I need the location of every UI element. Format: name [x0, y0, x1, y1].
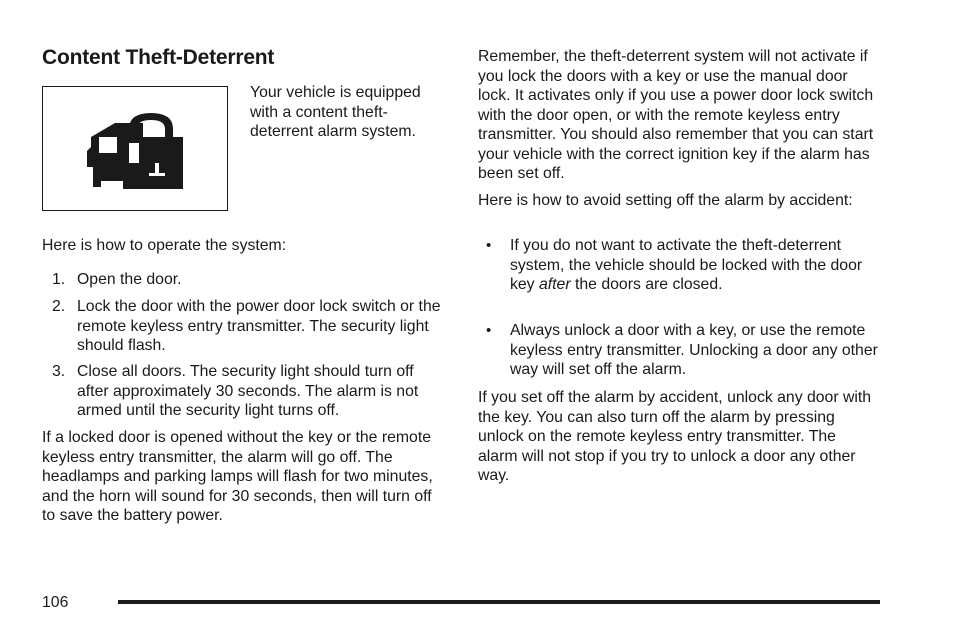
- accident-paragraph: If you set off the alarm by accident, unlock any door with the key. You can also turn off the alarm by pressing unlock on the remote keyless entry transmitter. The alarm will not stop if you try to unlock a door any other way.: [478, 389, 872, 484]
- bullet-text-part: the doors are closed.: [570, 276, 723, 293]
- page-number: 106: [42, 594, 69, 611]
- operate-intro: Here is how to operate the system:: [42, 237, 287, 254]
- intro-text: Your vehicle is equipped with a content theft-deterrent alarm system.: [250, 84, 421, 140]
- locked-door-paragraph: If a locked door is opened without the key or the remote keyless entry transmitter, the alarm will go off. The headlamps and parking lamps will flash for two minutes, and the horn will sound for 30 seconds, then will turn off to save the battery power.: [42, 429, 433, 524]
- footer-rule: [118, 600, 880, 604]
- bullet-icon: •: [486, 322, 492, 339]
- step-text: Lock the door with the power door lock switch or the remote keyless entry transmitter. The security light should flash.: [77, 298, 441, 354]
- bullet-emphasis: after: [538, 276, 571, 293]
- step-number: 2.: [52, 298, 66, 315]
- step-text: Close all doors. The security light should turn off after approximately 30 seconds. The alarm is not armed until the security light turns off.: [77, 363, 419, 419]
- bullet-text-part: If you do not want to activate the theft-deterrent system, the vehicle should be locked with the door key: [510, 237, 863, 293]
- step-text: Open the door.: [77, 271, 182, 288]
- step-number: 1.: [52, 271, 66, 288]
- step-number: 3.: [52, 363, 66, 380]
- bullet-text: Always unlock a door with a key, or use the remote keyless entry transmitter. Unlocking a door any other way will set off the alarm.: [510, 322, 878, 378]
- security-lock-car-icon: [85, 107, 185, 191]
- bullet-text: [510, 236, 880, 295]
- section-title: Content Theft-Deterrent: [42, 46, 275, 69]
- icon-frame: [42, 86, 228, 211]
- bullet-icon: •: [486, 237, 492, 254]
- avoid-intro: Here is how to avoid setting off the alarm by accident:: [478, 192, 853, 209]
- remember-paragraph: Remember, the theft-deterrent system will not activate if you lock the doors with a key or use the manual door lock. It activates only if you use a power door lock switch with the door open, or with the remote keyless entry transmitter. You should also remember that you can start your vehicle with the correct ignition key if the alarm has been set off.: [478, 48, 874, 182]
